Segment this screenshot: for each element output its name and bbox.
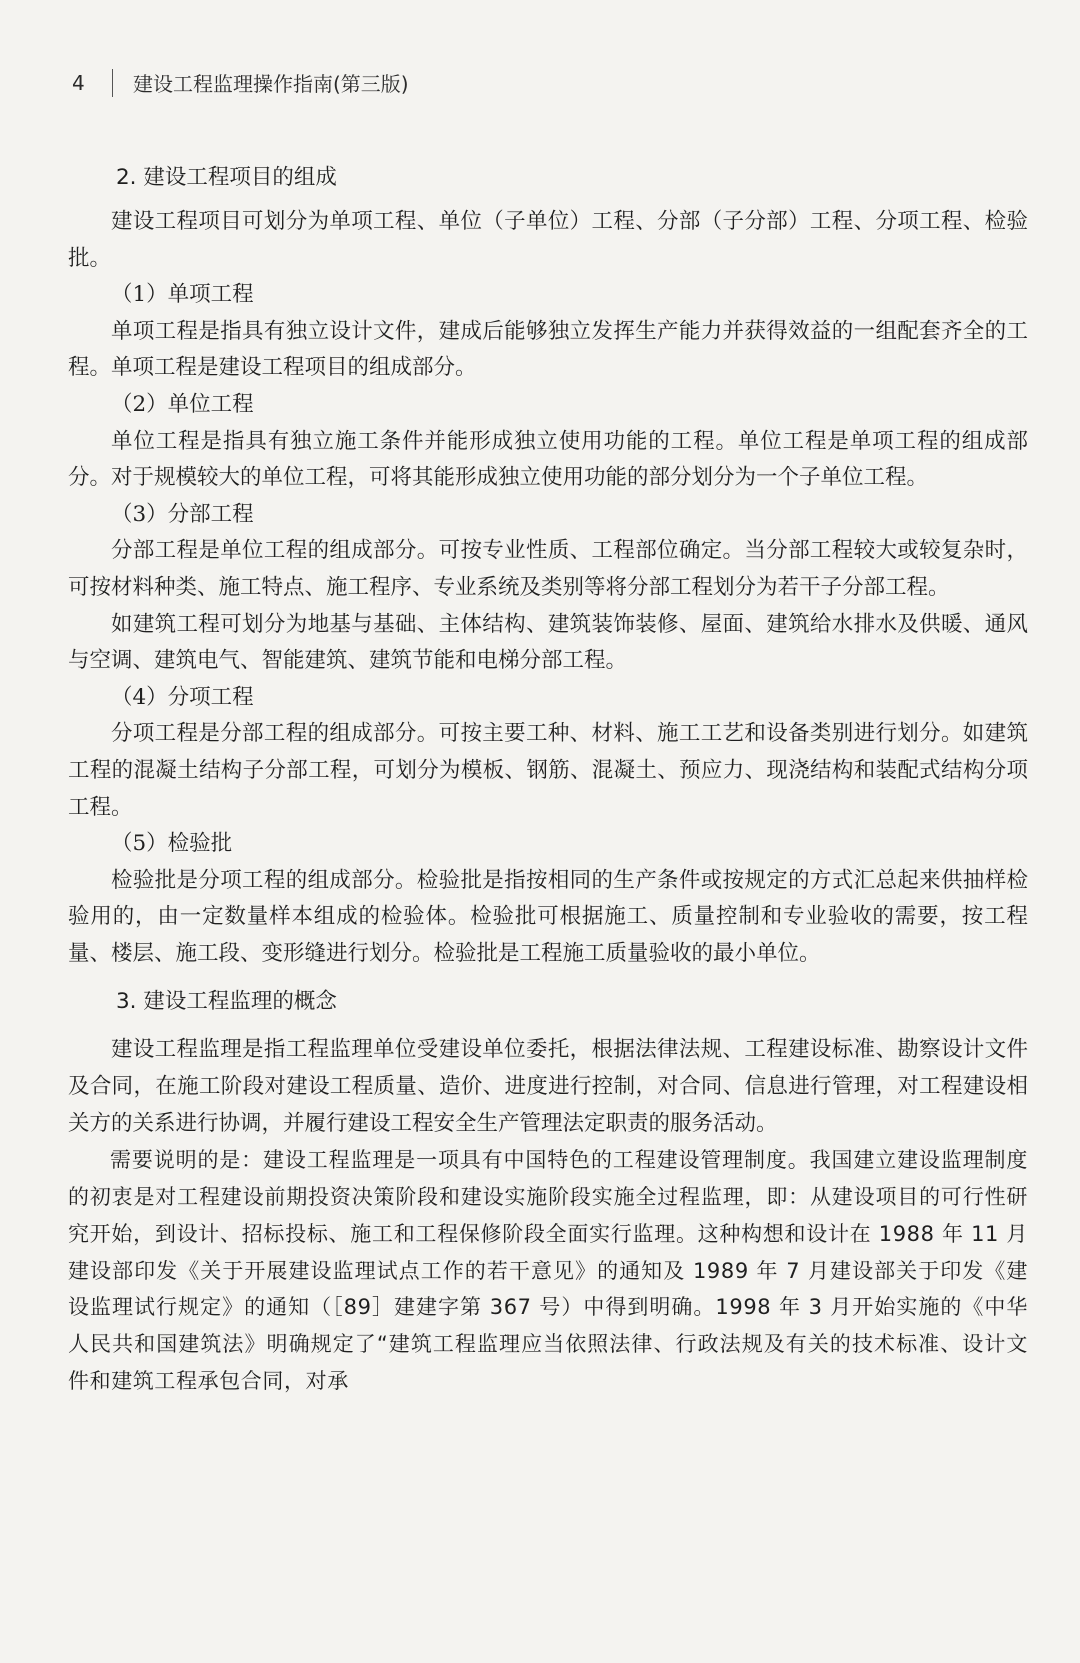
page-body (68, 160, 1028, 1400)
header-divider (112, 69, 113, 97)
item-title-3: （3）分部工程 (111, 501, 254, 527)
item-title-1: （1）单项工程 (111, 282, 254, 308)
item-4-paragraph: 分项工程是分部工程的组成部分。可按主要工种、材料、施工工艺和设备类别进行划分。如建筑工程的混凝土结构子分部工程，可划分为模板、钢筋、混凝土、预应力、现浇结构和装配式结构分项工程。 (68, 721, 1028, 820)
item-title-5: （5）检验批 (111, 831, 233, 857)
item-5-paragraph: 检验批是分项工程的组成部分。检验批是指按相同的生产条件或按规定的方式汇总起来供抽样检验用的，由一定数量样本组成的检验体。检验批可根据施工、质量控制和专业验收的需要，按工程量、楼层、施工段、变形缝进行划分。检验批是工程施工质量验收的最小单位。 (68, 867, 1028, 966)
section-2-intro: 建设工程项目可划分为单项工程、单位（子单位）工程、分部（子分部）工程、分项工程、检验批。 (68, 209, 1028, 271)
item-1-paragraph: 单项工程是指具有独立设计文件，建成后能够独立发挥生产能力并获得效益的一组配套齐全的工程。单项工程是建设工程项目的组成部分。 (68, 318, 1028, 381)
page-number: 4 (72, 70, 85, 95)
section-3-note: 需要说明的是：建设工程监理是一项具有中国特色的工程建设管理制度。我国建立建设监理制度的初衷是对工程建设前期投资决策阶段和建设实施阶段实施全过程监理，即：从建设项目的可行性研究开始，到设计、招标投标、施工和工程保修阶段全面实行监理。这种构想和设计在 1988 年 11 月建设部印发《关于开展建设监理试点工作的若干意见》的通知及 1989 年 7 月建设部关于印发《建设监理试行规定》的通知（［89］建建字第 367 号）中得到明确。1998 年 3 月开始实施的《中华人民共和国建筑法》明确规定了“建筑工程监理应当依照法律、行政法规及有关的技术标准、设计文件和建筑工程承包合同，对承 (68, 1148, 1028, 1394)
section-3-body: 建设工程监理是指工程监理单位受建设单位委托，根据法律法规、工程建设标准、勘察设计文件及合同，在施工阶段对建设工程质量、造价、进度进行控制，对合同、信息进行管理，对工程建设相关方的关系进行协调，并履行建设工程安全生产管理法定职责的服务活动。 (68, 1037, 1028, 1136)
running-header (72, 68, 409, 97)
section-heading-2: 2. 建设工程项目的组成 (116, 165, 337, 190)
item-title-2: （2）单位工程 (111, 391, 254, 417)
item-2-paragraph: 单位工程是指具有独立施工条件并能形成独立使用功能的工程。单位工程是单项工程的组成部分。对于规模较大的单位工程，可将其能形成独立使用功能的部分划分为一个子单位工程。 (68, 428, 1028, 491)
item-title-4: （4）分项工程 (111, 684, 254, 710)
item-3-paragraph: 分部工程是单位工程的组成部分。可按专业性质、工程部位确定。当分部工程较大或较复杂时，可按材料种类、施工特点、施工程序、专业系统及类别等将分部工程划分为若干子分部工程。 (68, 538, 1028, 600)
section-heading-3: 3. 建设工程监理的概念 (116, 989, 337, 1015)
item-3-paragraph-2: 如建筑工程可划分为地基与基础、主体结构、建筑装饰装修、屋面、建筑给水排水及供暖、通风与空调、建筑电气、智能建筑、建筑节能和电梯分部工程。 (68, 611, 1028, 674)
book-title: 建设工程监理操作指南(第三版) (133, 72, 409, 96)
